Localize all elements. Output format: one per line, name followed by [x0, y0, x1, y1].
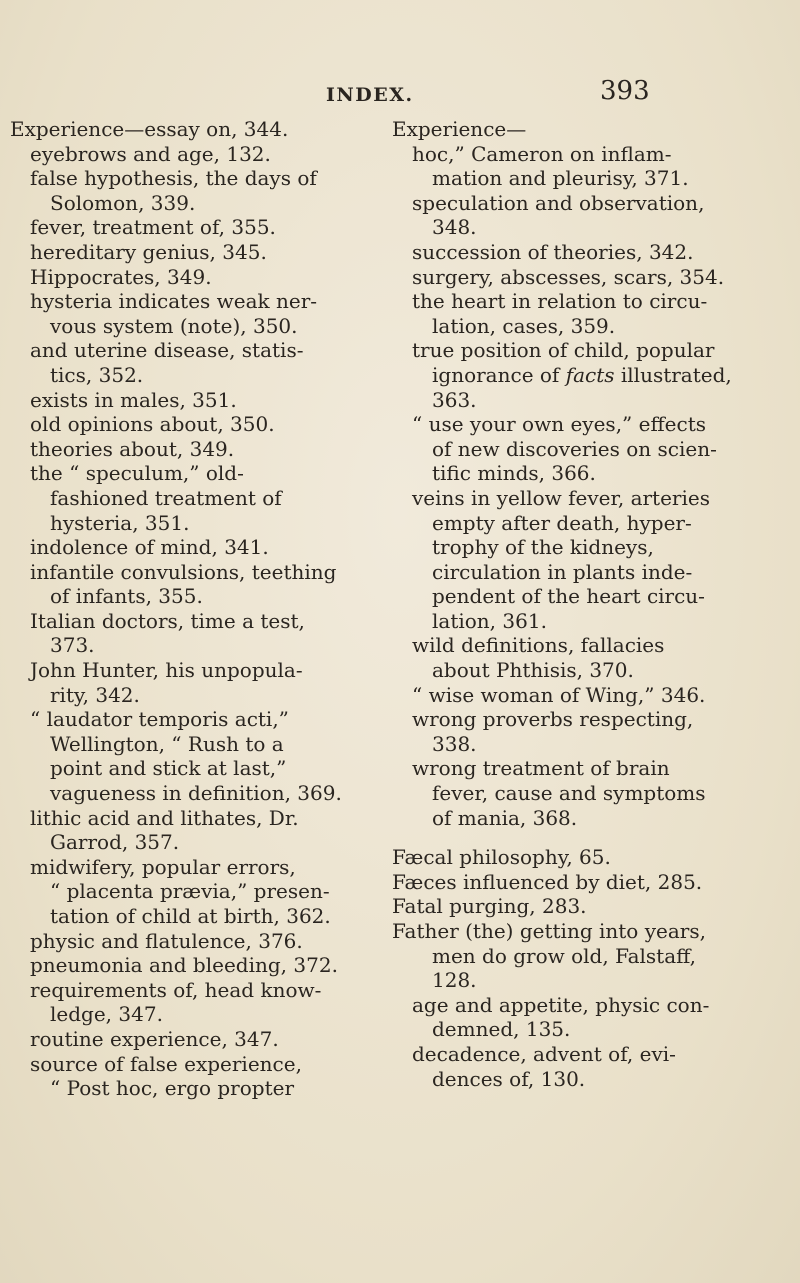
- index-entry-line: “ use your own eyes,” effects: [412, 412, 707, 437]
- index-entry-line: lation, cases, 359.: [432, 313, 616, 338]
- index-entry-line: midwifery, popular errors,: [30, 854, 296, 879]
- index-entry-line: Solomon, 339.: [50, 190, 196, 215]
- index-entry-line: point and stick at last,”: [50, 756, 287, 781]
- index-column-left: [10, 117, 362, 1101]
- index-entry-line: indolence of mind, 341.: [30, 535, 269, 560]
- index-entry-line: “ laudator temporis acti,”: [30, 707, 289, 732]
- index-entry-line: requirements of, head know-: [30, 977, 322, 1002]
- index-entry-line: demned, 135.: [432, 1017, 571, 1042]
- index-entry-line: rity, 342.: [50, 682, 140, 707]
- index-entry-line: vagueness in definition, 369.: [50, 781, 342, 806]
- index-heading: Fæces influenced by diet, 285.: [392, 869, 703, 894]
- index-entry-line: 373.: [50, 633, 95, 658]
- index-entry-line: Italian doctors, time a test,: [30, 608, 305, 633]
- index-entry-line: vous system (note), 350.: [50, 313, 298, 338]
- index-entry-line: Hippocrates, 349.: [30, 264, 212, 289]
- index-heading: Experience—: [392, 117, 527, 141]
- index-heading: Fatal purging, 283.: [392, 894, 587, 919]
- index-entry-line: hereditary genius, 345.: [30, 239, 267, 264]
- index-entry-line: dences of, 130.: [432, 1066, 586, 1091]
- index-entry-line: fashioned treatment of: [50, 485, 282, 510]
- index-entry-line: veins in yellow fever, arteries: [412, 485, 710, 510]
- index-entry-line: of infants, 355.: [50, 584, 203, 609]
- index-entry-line: eyebrows and age, 132.: [30, 141, 271, 166]
- index-entry-line: true position of child, popular: [412, 338, 715, 363]
- index-entry-line: empty after death, hyper-: [432, 510, 692, 535]
- index-entry-line: John Hunter, his unpopula-: [30, 658, 303, 683]
- index-entry-line: 338.: [432, 731, 477, 756]
- index-entry-line: routine experience, 347.: [30, 1026, 279, 1051]
- index-entry-line: wild definitions, fallacies: [412, 633, 665, 658]
- index-entry-line: tation of child at birth, 362.: [50, 904, 331, 928]
- index-entry-line: pneumonia and bleeding, 372.: [30, 953, 338, 978]
- index-entry-line: “ placenta prævia,” presen-: [50, 879, 330, 904]
- index-entry-line: ledge, 347.: [50, 1002, 163, 1027]
- index-entry-line: of mania, 368.: [432, 805, 578, 830]
- running-head: INDEX.: [326, 84, 414, 106]
- index-entry-line: physic and flatulence, 376.: [30, 928, 303, 953]
- entry-gap: [392, 830, 744, 845]
- index-entry-line: succession of theories, 342.: [412, 239, 694, 264]
- page-number: 393: [600, 76, 650, 106]
- index-heading: Father (the) getting into years,: [392, 919, 706, 943]
- index-entry-line: wrong proverbs respecting,: [412, 707, 694, 732]
- index-entry-line: age and appetite, physic con-: [412, 992, 710, 1017]
- index-entry-line: ignorance of facts illustrated,: [432, 362, 732, 387]
- page-header: [0, 66, 800, 106]
- index-entry-line: decadence, advent of, evi-: [412, 1041, 676, 1066]
- index-entry-line: tific minds, 366.: [432, 461, 596, 486]
- index-entry-line: old opinions about, 350.: [30, 412, 275, 437]
- index-entry-line: Wellington, “ Rush to a: [50, 731, 284, 756]
- index-entry-line: exists in males, 351.: [30, 387, 237, 412]
- column-gutter: [372, 122, 373, 1272]
- index-entry-line: tics, 352.: [50, 362, 144, 387]
- index-entry-line: of new discoveries on scien-: [432, 436, 717, 461]
- index-entry-line: theories about, 349.: [30, 436, 235, 461]
- index-entry-line: lation, 361.: [432, 608, 547, 633]
- index-entry-line: men do grow old, Falstaff,: [432, 943, 696, 968]
- index-entry-line: the “ speculum,” old-: [30, 461, 244, 486]
- index-entry-line: source of false experience,: [30, 1051, 302, 1076]
- index-entry-line: 348.: [432, 215, 477, 240]
- index-entry-line: the heart in relation to circu-: [412, 289, 708, 314]
- index-entry-line: 363.: [432, 387, 477, 412]
- index-entry-line: wrong treatment of brain: [412, 756, 670, 781]
- index-entry-line: fever, treatment of, 355.: [30, 215, 276, 240]
- index-heading: Fæcal philosophy, 65.: [392, 845, 611, 870]
- index-entry-line: mation and pleurisy, 371.: [432, 166, 689, 191]
- index-entry-line: Garrod, 357.: [50, 830, 180, 855]
- index-entry-line: circulation in plants inde-: [432, 559, 693, 584]
- index-entry-line: surgery, abscesses, scars, 354.: [412, 264, 725, 289]
- index-column-right: [392, 117, 744, 1091]
- index-entry-line: speculation and observation,: [412, 190, 705, 215]
- index-entry-line: fever, cause and symptoms: [432, 781, 706, 806]
- index-heading: Experience—essay on, 344.: [10, 117, 289, 141]
- index-entry-line: hysteria indicates weak ner-: [30, 289, 318, 314]
- index-entry-line: “ wise woman of Wing,” 346.: [412, 682, 706, 707]
- index-entry-line: infantile convulsions, teething: [30, 559, 337, 584]
- index-entry-line: false hypothesis, the days of: [30, 166, 317, 191]
- index-entry-line: trophy of the kidneys,: [432, 535, 654, 560]
- index-entry-line: lithic acid and lithates, Dr.: [30, 805, 299, 830]
- index-entry-line: 128.: [432, 968, 477, 993]
- index-entry-line: “ Post hoc, ergo propter: [50, 1076, 295, 1101]
- index-entry-line: about Phthisis, 370.: [432, 658, 634, 683]
- index-entry-line: hysteria, 351.: [50, 510, 190, 535]
- index-entry-line: hoc,” Cameron on inflam-: [412, 141, 672, 166]
- index-entry-line: and uterine disease, statis-: [30, 338, 304, 363]
- index-entry-line: pendent of the heart circu-: [432, 584, 705, 609]
